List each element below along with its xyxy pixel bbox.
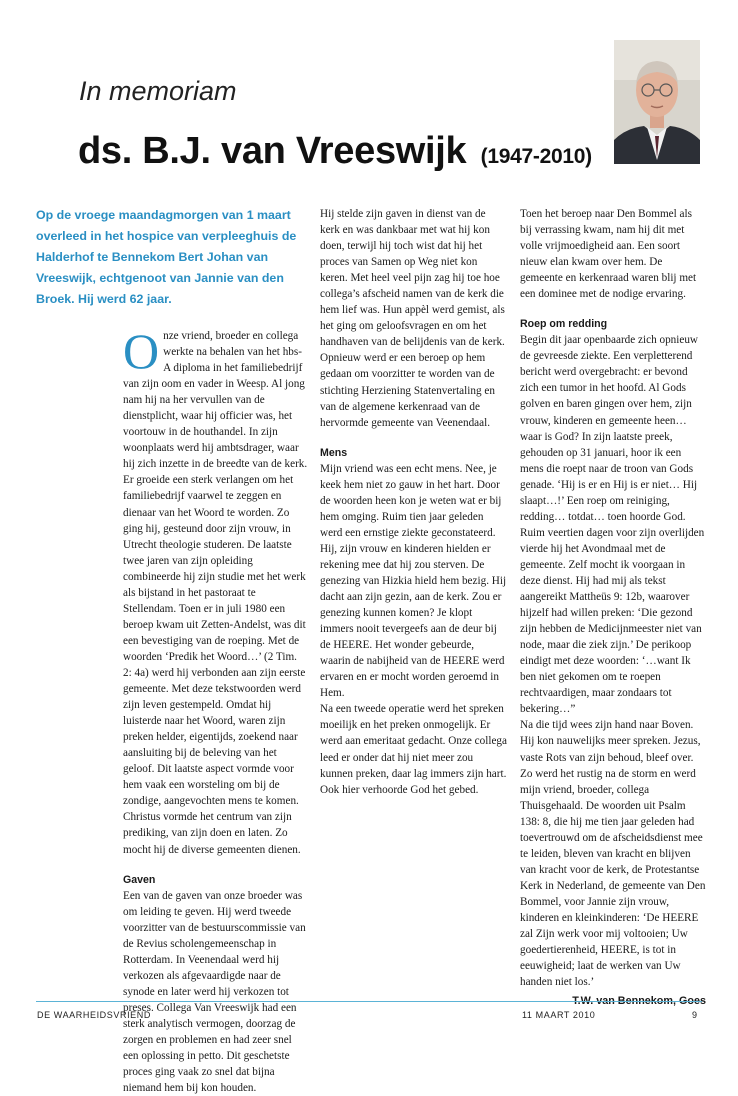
issue-date: 11 MAART 2010 (522, 1010, 596, 1020)
column-2 (320, 206, 507, 798)
body-paragraph: Toen het beroep naar Den Bommel als bij verrassing kwam, nam hij dit met volle vrijmoedigheid aan. Een soort nieuw elan kwam over hem. De gemeente en kerkenraad waren blij met een dominee met de nodige ervaring. (520, 208, 697, 301)
column-3 (520, 206, 706, 1009)
subheading-gaven: Gaven (123, 873, 156, 886)
publication-name: DE WAARHEIDSVRIEND (37, 1010, 151, 1020)
body-paragraph: Hij stelde zijn gaven in dienst van de kerk en was dankbaar met wat hij kon doen, terwijl hij toch wist dat hij het proces van Samen op Weg niet kon keren. Met heel veel pijn zag hij toe hoe collega’s afscheid namen van de kerk die hem lief was. Hun appèl werd gemist, als het ging om geloofsvragen en om het handhaven van de belijdenis van de kerk. Opnieuw werd er een beroep op hem gedaan om voorzitter te worden van de stichting Herziening Statenvertaling en van de algemene kerkenraad van de hervormde gemeente van Veenendaal. (320, 208, 505, 429)
intro-paragraph (123, 323, 308, 858)
dropcap: O (123, 323, 160, 379)
article-title (78, 130, 592, 173)
page-number: 9 (692, 1010, 698, 1020)
portrait-photo (614, 40, 700, 164)
lead-paragraph: Op de vroege maandagmorgen van 1 maart overleed in het hospice van verpleeghuis de Halderhof te Bennekom Bert Johan van Vreeswijk, echtgenoot van Jannie van den Broek. Hij werd 62 jaar. (36, 208, 297, 306)
author-signature: T.W. van Bennekom, Goes (572, 995, 706, 1008)
title-name: ds. B.J. van Vreeswijk (78, 130, 467, 172)
portrait-icon (614, 40, 700, 164)
kicker: In memoriam (79, 76, 237, 106)
footer-divider (36, 1001, 702, 1002)
subheading-mens: Mens (320, 446, 348, 459)
body-paragraph: Begin dit jaar openbaarde zich opnieuw de gevreesde ziekte. Een verpletterend bericht werd overgebracht: er bevond zich een tumor in het hoofd. Al Gods golven en baren gingen over hem, zijn vrouw, kinderen en gemeente heen… waar is God? In zijn laatste preek, gehouden op 31 januari, hoor ik een mens die roept naar de troon van Gods genade. ‘Hij is er en Hij is er niet… Hij slaapt…!’ Een roep om reiniging, redding… totdat… toen hoorde God. Ruim veertien dagen voor zijn overlijden vierde hij het Avondmaal met de gemeente. Zelf mocht ik voorgaan in deze dienst. Hij had mij als tekst aangereikt Mattheüs 9: 12b, waarover hijzelf had willen preken: ‘Die gezond zijn hebben de Medicijnmeester niet van node, maar die ziek zijn.’ De perikoop eindigt met deze woorden: ‘…want Ik ben niet gekomen om te roepen rechtvaardigen, maar zondaars tot bekering…” (520, 334, 705, 716)
body-paragraph: Na die tijd wees zijn hand naar Boven. Hij kon nauwelijks meer spreken. Jezus, vaste Rots van zijn behoud, bleef over. Zo werd het rustig na de storm en werd mijn vriend, broeder, collega Thuisgehaald. De woorden uit Psalm 138: 8, die hij me tien jaar geleden had toevertrouwd om de afscheidsdienst mee te leiden, bleven van kracht en blijven van kracht voor de kerk, de Protestantse Kerk in Nederland, de gemeente van Den Bommel, voor Jannie zijn vrouw, kinderen en kleinkinderen: ‘De HEERE zal Zijn werk voor mij voltooien; Uw goedertierenheid, HEERE, is tot in eeuwigheid; laat de werken van Uw handen niet los.’ (520, 719, 706, 989)
body-paragraph: Mijn vriend was een echt mens. Nee, je keek hem niet zo gauw in het hart. Door de woorden heen kon je weten wat er bij hem omging. Ruim tien jaar geleden werd een ernstige ziekte geconstateerd. Hij, zijn vrouw en kinderen hielden er rekening mee dat hij zou sterven. De genezing van Hizkia hield hem bezig. Hij dacht aan zijn gezin, aan de kerk. Zou er genezing kunnen komen? Je klopt immers nooit tevergeefs aan de deur bij de HEERE. Het wonder gebeurde, waarin de nabijheid van de HEERE werd ervaren en er mocht worden geroemd in Hem. (320, 462, 507, 700)
subheading-roep: Roep om redding (520, 318, 608, 331)
body-paragraph: Een van de gaven van onze broeder was om leiding te geven. Hij werd tweede voorzitter van de bestuurscommissie van de Revius scholengemeenschap in Rotterdam. In Veenendaal werd hij verkozen als afgevaardigde naar de synode en later werd hij verkozen tot preses. Collega Van Vreeswijk had een sterk analytisch vermogen, doorzag de zorgen en problemen en had zeer snel een oplossing in petto. Dit geschetste proces ging vaak zo snel dat bijna niemand hem bij kon houden. (123, 889, 306, 1095)
intro-text: nze vriend, broeder en collega werkte na behalen van het hbs-A diploma in het familiebedrijf van zijn oom en vader in Weesp. Al jong nam hij na her vervullen van de dienstplicht, waar hij officier was, het voortouw in de houthandel. In zijn woonplaats werd hij ambtsdrager, waar hij zich inzette in de breedte van de kerk. Er groeide een sterk verlangen om het familiebedrijf vaarwel te zeggen en dienaar van het Woord te worden. Zo ging hij, gesteund door zijn vrouw, in Utrecht theologie studeren. De laatste twee jaren van zijn opleiding combineerde hij zijn studie met het werk als bijstand in het pastoraat te Stellendam. Toen er in juli 1980 een beroep kwam uit Zetten-Andelst, was dit een bevestiging van de roeping. Met de woorden ‘Predik het Woord…’ (2 Tim. 2: 4a) werd hij verbonden aan zijn eerste gemeente. Met deze tekstwoorden werd zijn leven gestempeld. Omdat hij luisterde naar het Woord, waren zijn preken helder, eigentijds, zoekend naar aansluiting bij de beleving van het geloof. Dit laatste aspect vormde voor hem vaak een worsteling om bij de zondige, aangevochten mens te komen. Christus vormde het centrum van zijn prediking, van zijn doen en laten. Zo mocht hij de diverse gemeenten dienen. (123, 330, 308, 856)
body-paragraph: Na een tweede operatie werd het spreken moeilijk en het preken onmogelijk. Er werd aan emeritaat gedacht. Onze collega leed er onder dat hij niet meer zou kunnen preken, daar lag immers zijn hart. Ook hier verhoorde God het gebed. (320, 703, 507, 796)
column-1 (123, 323, 308, 1096)
title-years: (1947-2010) (480, 145, 592, 168)
